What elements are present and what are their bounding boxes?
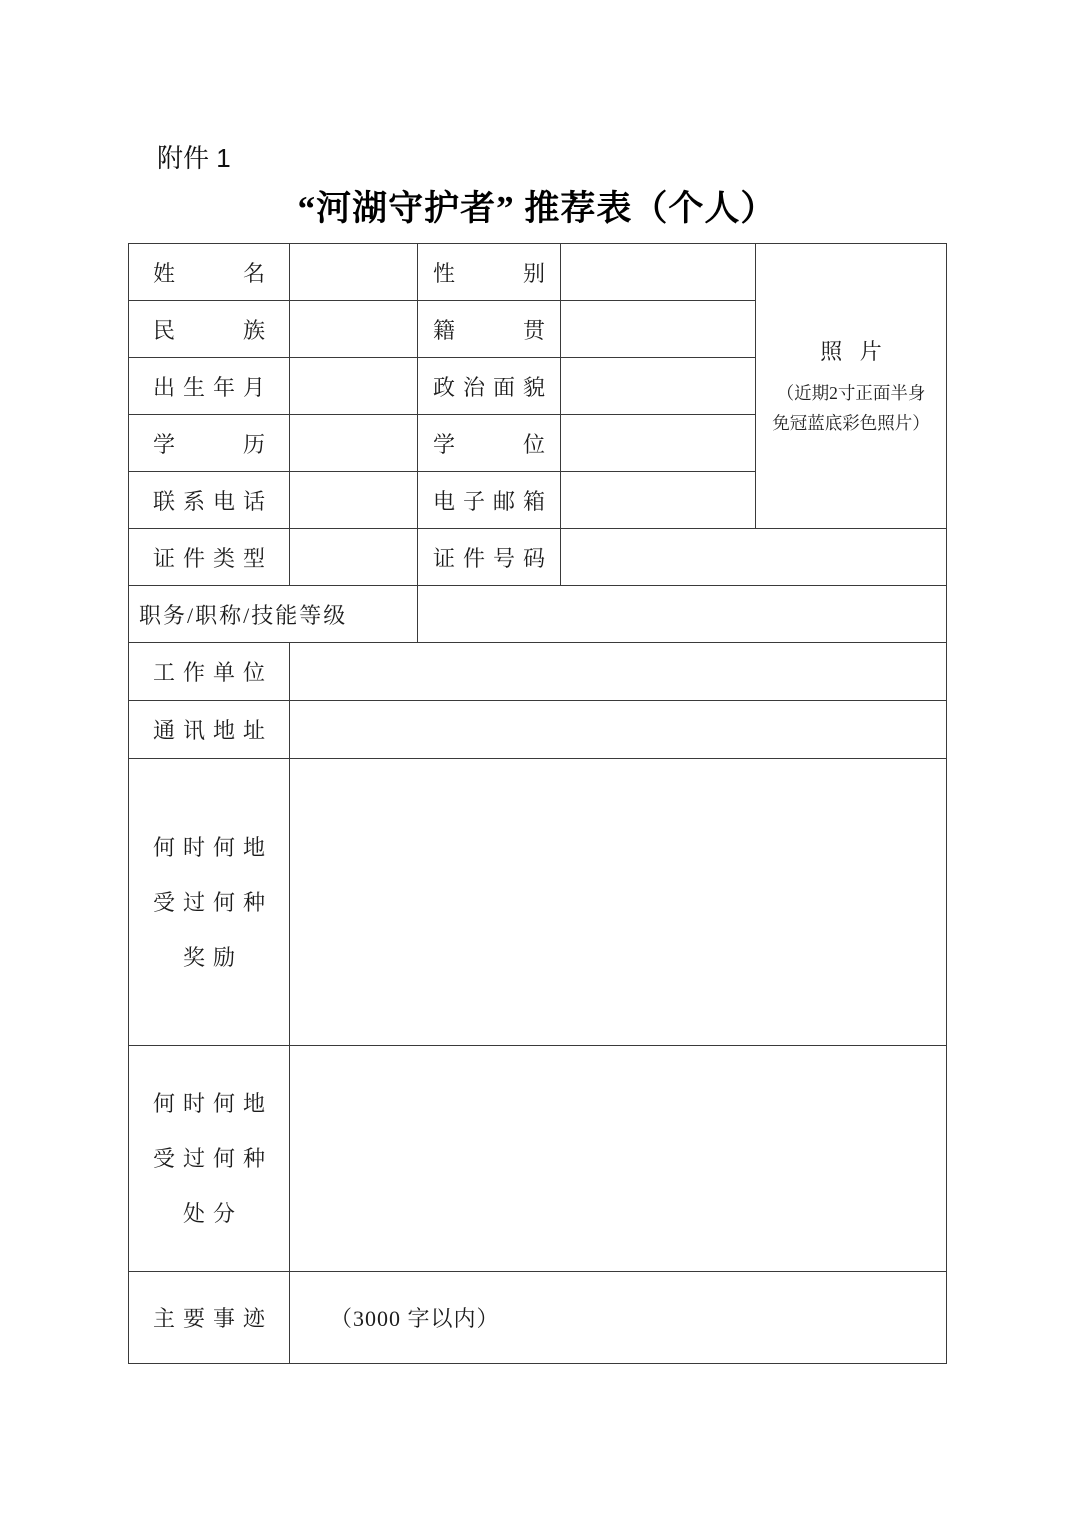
field-label-punishments-line3: 处分: [182, 1201, 243, 1226]
photo-note-line1: （近期2寸正面半身: [776, 382, 926, 403]
field-label-id-type: [129, 529, 290, 586]
page-title: “河湖守护者” 推荐表（个人）: [297, 189, 777, 228]
field-input-name[interactable]: [290, 244, 418, 301]
field-label-awards-line2: [129, 875, 289, 930]
field-label-ethnicity-text: 民族: [153, 317, 265, 343]
field-input-email[interactable]: [561, 472, 756, 529]
field-label-punishments-line1-text: 何时何地: [153, 1091, 265, 1116]
field-input-education[interactable]: [290, 415, 418, 472]
field-input-birth-date[interactable]: [290, 358, 418, 415]
field-label-phone: [129, 472, 290, 529]
row-position: [129, 586, 947, 643]
field-label-deeds: [129, 1272, 290, 1364]
field-label-awards: [129, 759, 290, 1046]
photo-box[interactable]: [756, 244, 947, 529]
field-input-address[interactable]: [290, 701, 947, 759]
field-label-name: [129, 244, 290, 301]
field-input-deeds[interactable]: （3000 字以内）: [290, 1272, 947, 1364]
field-label-gender-text: 性别: [433, 260, 545, 286]
photo-note: [756, 378, 946, 438]
field-label-gender: [418, 244, 561, 301]
field-input-ethnicity[interactable]: [290, 301, 418, 358]
row-idtype-idnumber: [129, 529, 947, 586]
field-label-birth-date: [129, 358, 290, 415]
field-label-political-status-text: 政治面貌: [433, 374, 545, 400]
field-label-id-number: [418, 529, 561, 586]
field-label-id-number-text: 证件号码: [433, 545, 545, 571]
field-label-id-type-text: 证件类型: [153, 545, 265, 571]
field-label-deeds-text: 主要事迹: [153, 1306, 265, 1331]
field-label-native-place: [418, 301, 561, 358]
field-input-political-status[interactable]: [561, 358, 756, 415]
field-label-degree-text: 学位: [433, 431, 545, 457]
field-label-awards-line1: [129, 820, 289, 875]
row-employer: [129, 643, 947, 701]
field-label-address: [129, 701, 290, 759]
field-input-native-place[interactable]: [561, 301, 756, 358]
row-name-gender: [129, 244, 947, 301]
recommendation-form-table: [128, 243, 947, 1364]
field-label-punishments-line1: [129, 1076, 289, 1131]
field-label-education: [129, 415, 290, 472]
row-punishments: [129, 1046, 947, 1272]
field-input-gender[interactable]: [561, 244, 756, 301]
field-input-punishments[interactable]: [290, 1046, 947, 1272]
field-input-employer[interactable]: [290, 643, 947, 701]
field-label-position: 职务/职称/技能等级: [129, 586, 418, 643]
row-awards: [129, 759, 947, 1046]
photo-title: 照 片: [820, 338, 888, 364]
photo-note-line2: 免冠蓝底彩色照片）: [772, 412, 930, 433]
field-label-name-text: 姓名: [153, 260, 265, 286]
field-label-birth-date-text: 出生年月: [153, 374, 265, 400]
field-label-education-text: 学历: [153, 431, 265, 457]
field-input-id-number[interactable]: [561, 529, 947, 586]
field-input-degree[interactable]: [561, 415, 756, 472]
field-label-awards-line1-text: 何时何地: [153, 834, 265, 860]
field-label-employer-text: 工作单位: [153, 660, 265, 685]
field-label-email-text: 电子邮箱: [433, 488, 545, 514]
field-label-awards-line2-text: 受过何种: [153, 889, 265, 915]
field-label-awards-line3: 奖励: [182, 944, 243, 970]
field-label-address-text: 通讯地址: [153, 718, 265, 743]
row-address: [129, 701, 947, 759]
field-label-email: [418, 472, 561, 529]
field-label-punishments-line2-text: 受过何种: [153, 1146, 265, 1171]
field-label-punishments: [129, 1046, 290, 1272]
field-label-employer: [129, 643, 290, 701]
field-label-native-place-text: 籍贯: [433, 317, 545, 343]
field-input-phone[interactable]: [290, 472, 418, 529]
field-label-degree: [418, 415, 561, 472]
field-input-awards[interactable]: [290, 759, 947, 1046]
field-input-position[interactable]: [418, 586, 947, 643]
field-label-political-status: [418, 358, 561, 415]
field-label-phone-text: 联系电话: [153, 488, 265, 514]
field-label-ethnicity: [129, 301, 290, 358]
field-label-punishments-line2: [129, 1131, 289, 1186]
attachment-label: 附件 1: [157, 143, 231, 173]
field-input-id-type[interactable]: [290, 529, 418, 586]
row-deeds: [129, 1272, 947, 1364]
